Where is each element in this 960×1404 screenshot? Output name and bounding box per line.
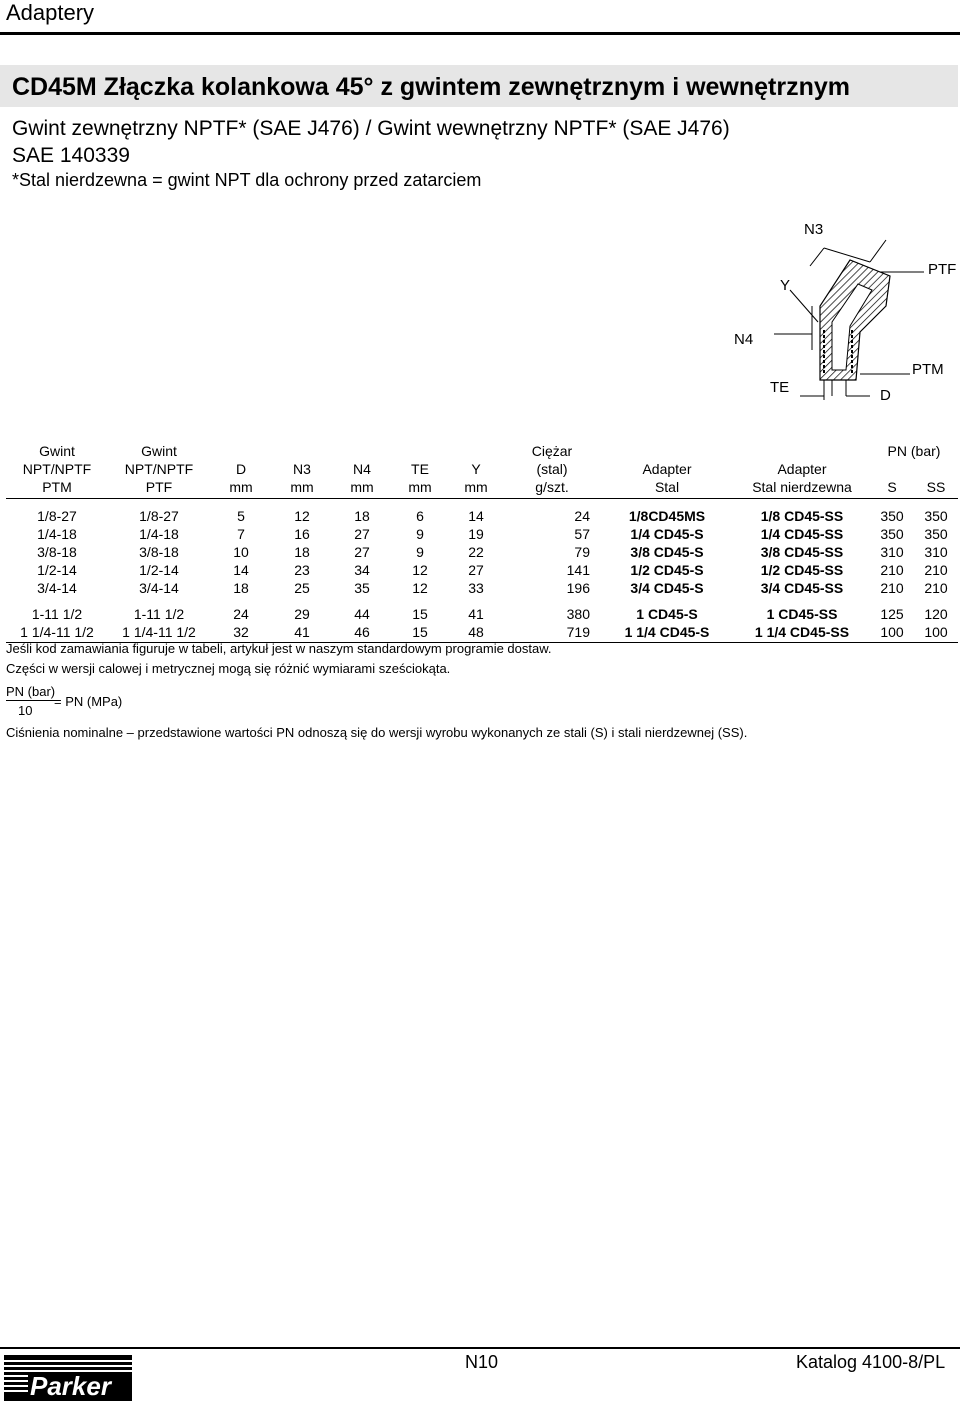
th-adapter-stal-2: Stal — [600, 478, 734, 499]
cell-ss: 1 CD45-SS — [766, 606, 838, 622]
cell-ptf: 1/4-18 — [139, 526, 179, 542]
cell-y: 33 — [468, 580, 484, 596]
pressure-conversion — [6, 684, 123, 718]
cell-weight: 196 — [566, 580, 590, 596]
label-d: D — [880, 387, 891, 404]
cell-ptm: 1/4-18 — [37, 526, 77, 542]
parts-note: Części w wersji calowej i metrycznej mogą się różnić wymiarami sześciokąta. — [6, 661, 451, 676]
table-row — [6, 525, 958, 543]
header-rule — [0, 32, 960, 35]
th-weight-2: (stal) — [536, 461, 568, 477]
cell-weight: 57 — [574, 526, 590, 542]
cell-pn-s: 210 — [880, 580, 904, 596]
th-ptm-2: NPT/NPTF — [22, 461, 92, 477]
cell-ptm: 3/8-18 — [37, 544, 77, 560]
cell-n4: 46 — [332, 623, 392, 643]
cell-steel: 3/4 CD45-S — [630, 580, 704, 596]
cell-ss: 1 1/4 CD45-SS — [734, 623, 870, 643]
fraction-numerator: PN (bar) — [6, 684, 56, 699]
fraction-result: = PN (MPa) — [54, 694, 123, 709]
cell-weight: 719 — [504, 623, 600, 643]
cell-y: 48 — [448, 623, 504, 643]
label-n4: N4 — [734, 331, 754, 348]
svg-text:Parker: Parker — [30, 1371, 111, 1401]
cell-pn-s: 350 — [880, 508, 904, 524]
cell-ptf: 1-11 1/2 — [133, 606, 185, 622]
cell-te: 15 — [392, 623, 448, 643]
th-pn: PN (bar) — [887, 443, 941, 459]
cell-ptf: 1/2-14 — [139, 562, 179, 578]
cell-te: 9 — [416, 544, 424, 560]
th-adapter-ss-1: Adapter — [777, 461, 827, 477]
label-ptf: PTF — [928, 261, 957, 278]
th-ptm-3: PTM — [6, 478, 108, 499]
cell-ss: 1/4 CD45-SS — [760, 526, 844, 542]
th-pn-s: S — [870, 478, 914, 499]
cell-ptm: 3/4-14 — [37, 580, 77, 596]
pressure-note: Ciśnienia nominalne – przedstawione wartości PN odnoszą się do wersji wyrobu wykonanych ze stali (S) i stali nierdzewnej (SS). — [6, 725, 748, 740]
cell-pn-s: 210 — [880, 562, 904, 578]
cell-pn-s: 100 — [870, 623, 914, 643]
table-row — [6, 623, 958, 643]
cell-weight: 380 — [566, 606, 590, 622]
cell-weight: 24 — [574, 508, 590, 524]
table-row — [6, 597, 958, 623]
cell-steel: 1/2 CD45-S — [630, 562, 704, 578]
cell-te: 9 — [416, 526, 424, 542]
cell-n3: 18 — [294, 544, 310, 560]
fraction-denominator: 10 — [18, 703, 33, 718]
cell-pn-ss: 310 — [924, 544, 948, 560]
footer-rule — [0, 1347, 960, 1349]
cell-ptf: 3/4-14 — [139, 580, 179, 596]
cell-n3: 12 — [294, 508, 310, 524]
fitting-diagram — [720, 210, 960, 410]
th-weight-3: g/szt. — [504, 478, 600, 499]
th-pn-ss: SS — [914, 478, 958, 499]
th-adapter-stal-1: Adapter — [642, 461, 692, 477]
cell-pn-ss: 350 — [924, 508, 948, 524]
cell-pn-ss: 100 — [914, 623, 958, 643]
th-n4-1: N4 — [353, 461, 371, 477]
cell-y: 19 — [468, 526, 484, 542]
cell-te: 12 — [412, 562, 428, 578]
cell-y: 14 — [468, 508, 484, 524]
cell-ss: 3/4 CD45-SS — [760, 580, 844, 596]
th-ptf-2: NPT/NPTF — [124, 461, 194, 477]
cell-d: 14 — [233, 562, 249, 578]
cell-ptm: 1 1/4-11 1/2 — [6, 623, 108, 643]
cell-pn-s: 310 — [880, 544, 904, 560]
cell-steel: 1 CD45-S — [636, 606, 698, 622]
th-te-1: TE — [411, 461, 429, 477]
label-ptm: PTM — [912, 361, 944, 378]
th-adapter-ss-2: Stal nierdzewna — [734, 478, 870, 499]
thread-description: Gwint zewnętrzny NPTF* (SAE J476) / Gwint wewnętrzny NPTF* (SAE J476) — [12, 117, 730, 140]
cell-d: 10 — [233, 544, 249, 560]
label-te: TE — [770, 379, 790, 396]
cell-pn-ss: 210 — [924, 580, 948, 596]
cell-n4: 35 — [354, 580, 370, 596]
table-row — [6, 561, 958, 579]
th-weight-1: Ciężar — [531, 443, 573, 459]
label-n3: N3 — [804, 221, 824, 238]
cell-n3: 29 — [294, 606, 310, 622]
cell-n4: 18 — [354, 508, 370, 524]
cell-steel: 1/4 CD45-S — [630, 526, 704, 542]
th-y-2: mm — [448, 478, 504, 499]
cell-ptm: 1/8-27 — [37, 508, 77, 524]
cell-d: 5 — [237, 508, 245, 524]
sae-standard: SAE 140339 — [12, 144, 130, 167]
cell-te: 6 — [416, 508, 424, 524]
th-te-2: mm — [392, 478, 448, 499]
specification-table — [6, 442, 958, 643]
th-n3-1: N3 — [293, 461, 311, 477]
cell-weight: 141 — [566, 562, 590, 578]
cell-n4: 34 — [354, 562, 370, 578]
page-number: N10 — [465, 1352, 499, 1372]
cell-pn-s: 350 — [880, 526, 904, 542]
th-n3-2: mm — [272, 478, 332, 499]
cell-ptm: 1/2-14 — [37, 562, 77, 578]
cell-y: 22 — [468, 544, 484, 560]
parker-logo — [4, 1355, 132, 1401]
cell-pn-ss: 120 — [924, 606, 948, 622]
product-title: CD45M Złączka kolankowa 45° z gwintem zewnętrznym i wewnętrznym — [12, 73, 851, 101]
cell-pn-s: 125 — [880, 606, 904, 622]
cell-n4: 27 — [354, 544, 370, 560]
table-row — [6, 499, 958, 526]
cell-steel: 3/8 CD45-S — [630, 544, 704, 560]
cell-n4: 27 — [354, 526, 370, 542]
cell-ptm: 1-11 1/2 — [31, 606, 83, 622]
order-note: Jeśli kod zamawiania figuruje w tabeli, artykuł jest w naszym standardowym programie dostaw. — [6, 641, 552, 656]
cell-steel: 1 1/4 CD45-S — [600, 623, 734, 643]
cell-y: 41 — [468, 606, 484, 622]
cell-n3: 16 — [294, 526, 310, 542]
cell-n3: 25 — [294, 580, 310, 596]
stainless-footnote: *Stal nierdzewna = gwint NPT dla ochrony przed zatarciem — [12, 170, 482, 190]
cell-ptf: 1 1/4-11 1/2 — [108, 623, 210, 643]
cell-ss: 1/8 CD45-SS — [760, 508, 844, 524]
cell-pn-ss: 210 — [924, 562, 948, 578]
cell-d: 24 — [233, 606, 249, 622]
th-ptf-1: Gwint — [141, 443, 177, 459]
cell-d: 7 — [237, 526, 245, 542]
table-row — [6, 543, 958, 561]
cell-pn-ss: 350 — [924, 526, 948, 542]
cell-n3: 41 — [272, 623, 332, 643]
catalog-reference: Katalog 4100-8/PL — [796, 1352, 946, 1372]
th-y-1: Y — [471, 461, 481, 477]
th-d-2: mm — [210, 478, 272, 499]
th-ptf-3: PTF — [108, 478, 210, 499]
cell-te: 15 — [412, 606, 428, 622]
cell-d: 32 — [210, 623, 272, 643]
cell-weight: 79 — [574, 544, 590, 560]
th-d-1: D — [235, 461, 247, 477]
label-y: Y — [780, 277, 791, 294]
cell-n4: 44 — [354, 606, 370, 622]
cell-n3: 23 — [294, 562, 310, 578]
cell-y: 27 — [468, 562, 484, 578]
cell-ptf: 3/8-18 — [139, 544, 179, 560]
th-n4-2: mm — [332, 478, 392, 499]
cell-ptf: 1/8-27 — [139, 508, 179, 524]
cell-steel: 1/8CD45MS — [628, 508, 706, 524]
cell-ss: 1/2 CD45-SS — [760, 562, 844, 578]
th-ptm-1: Gwint — [39, 443, 75, 459]
cell-te: 12 — [412, 580, 428, 596]
table-row — [6, 579, 958, 597]
section-title: Adaptery — [6, 0, 95, 25]
cell-ss: 3/8 CD45-SS — [760, 544, 844, 560]
cell-d: 18 — [233, 580, 249, 596]
